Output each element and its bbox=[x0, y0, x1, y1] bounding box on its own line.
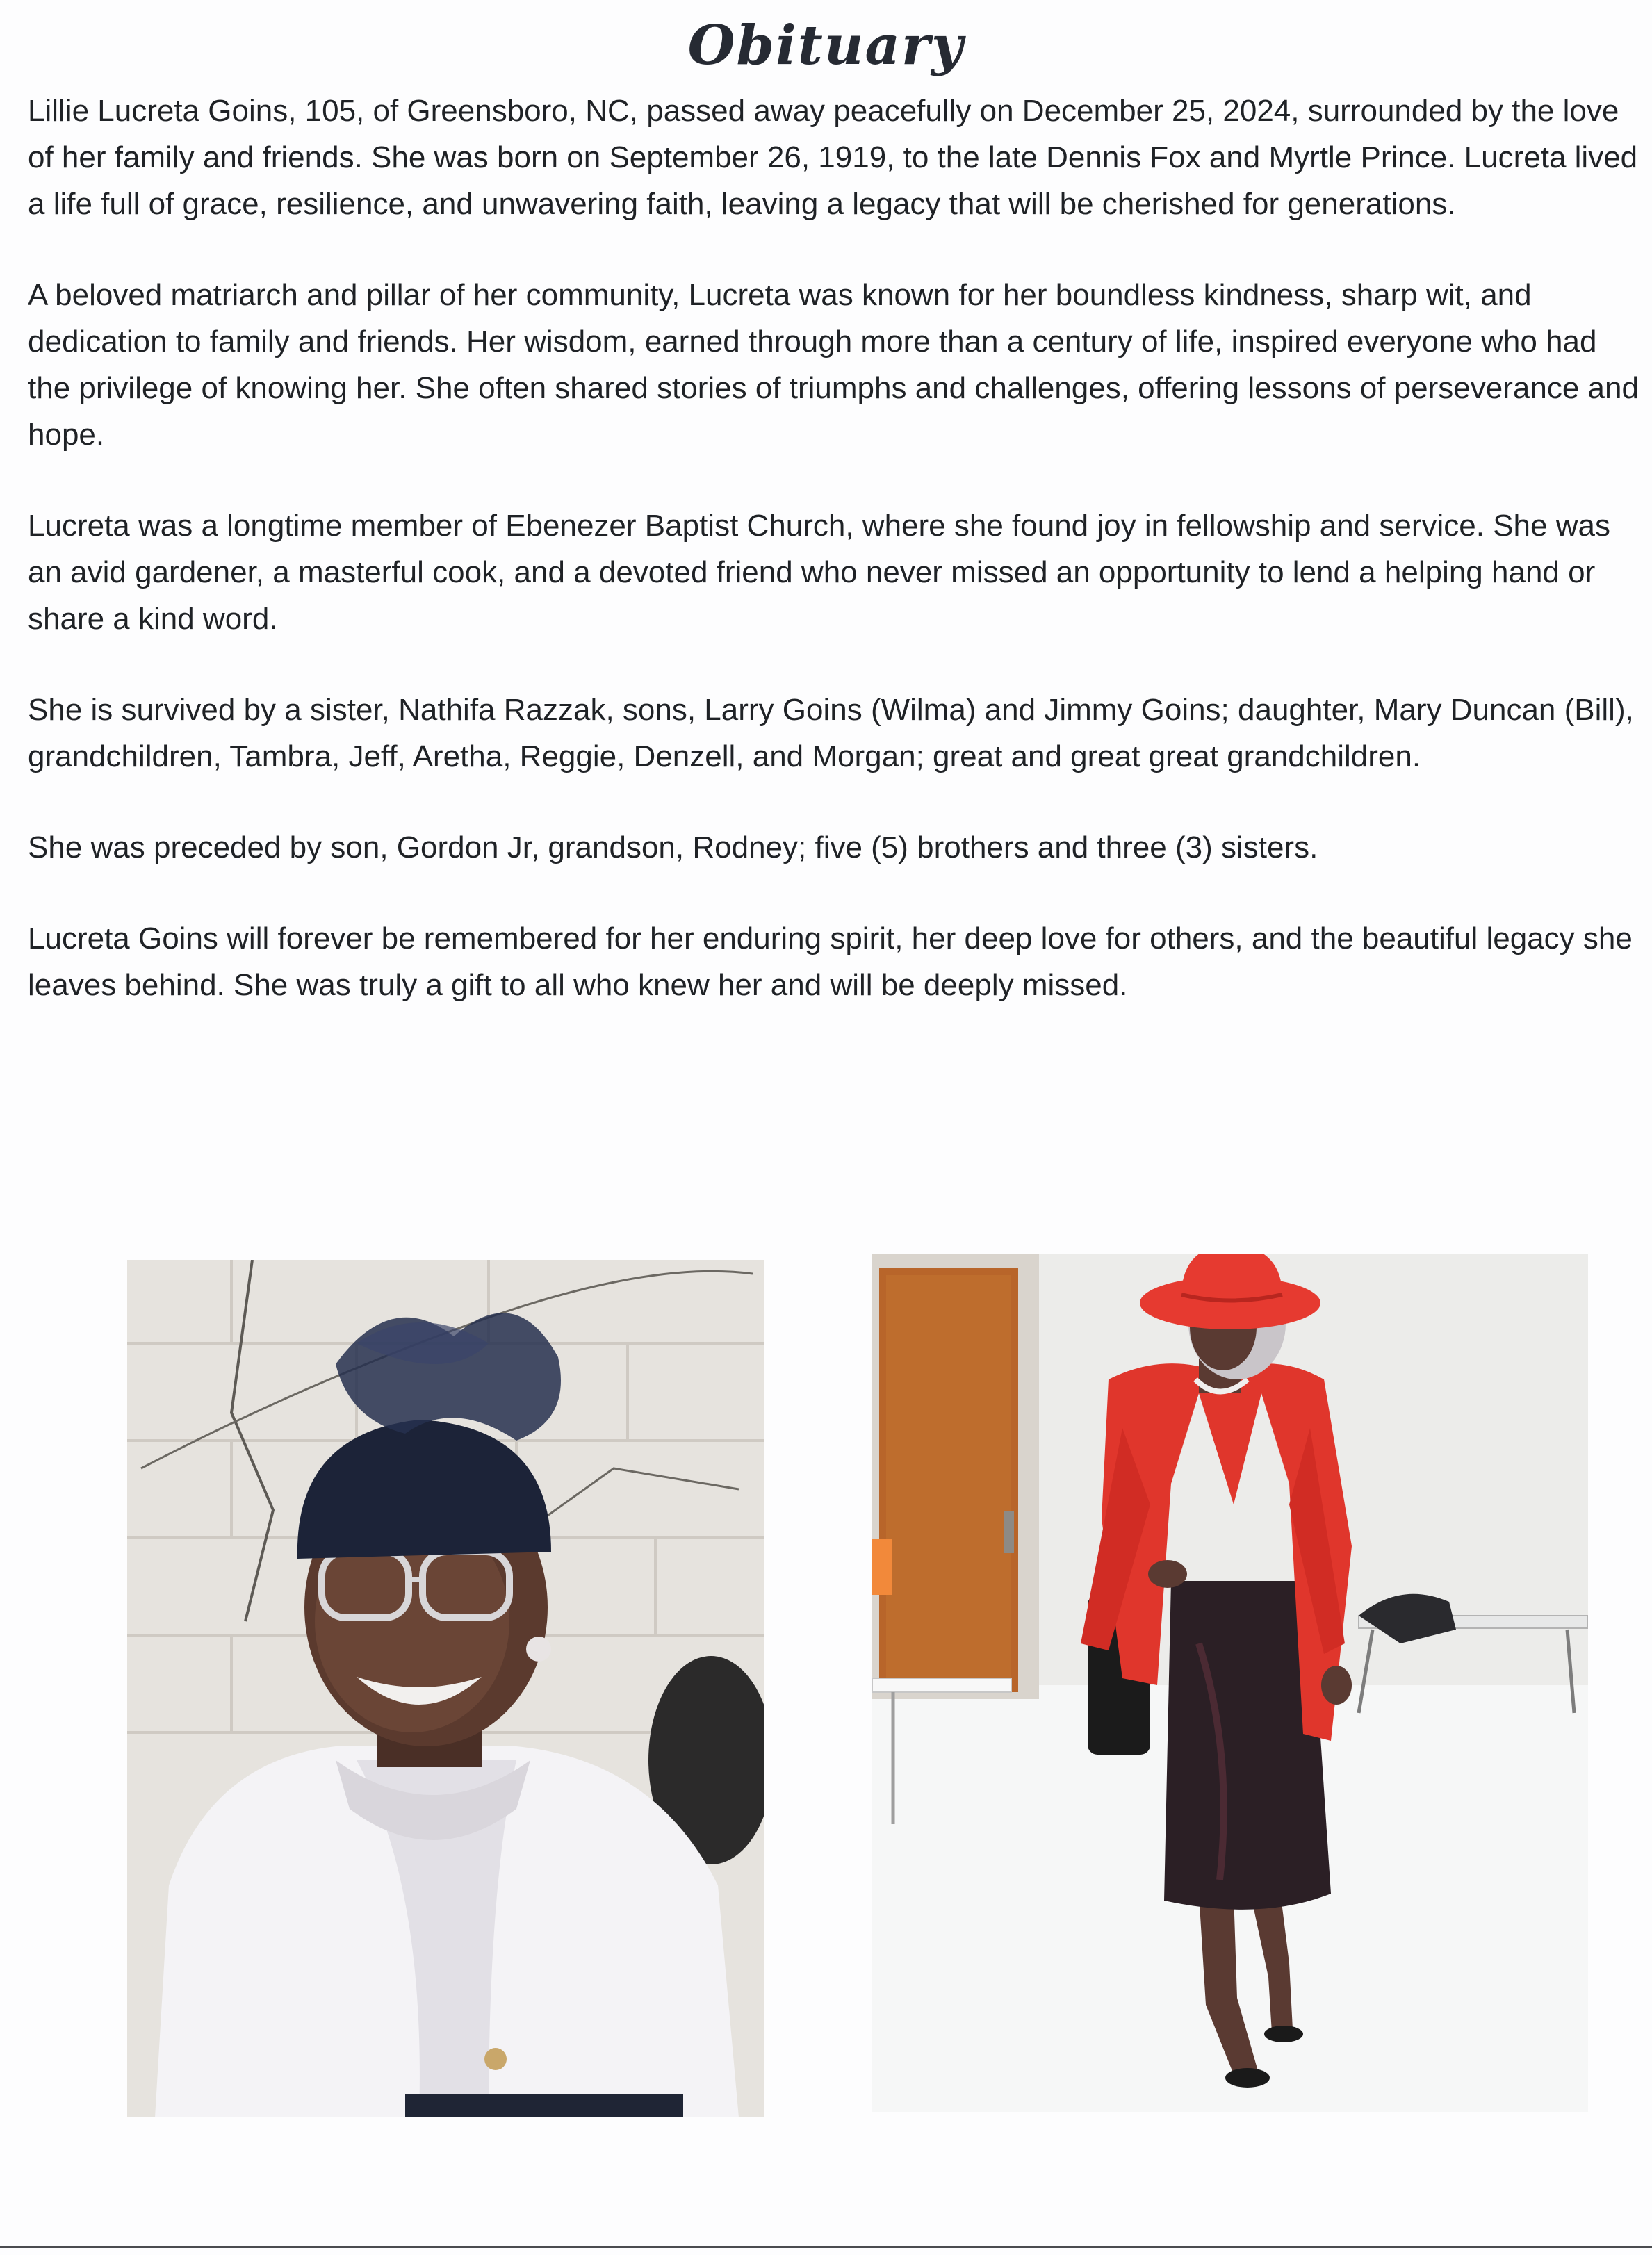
paragraph-character: A beloved matriarch and pillar of her community, Lucreta was known for her boundless kindness, sharp wit, and dedication to family and friends. Her wisdom, earned through more than a century of life, inspired everyone who had the privilege of knowing her. She often shared stories of triumphs and challenges, offering lessons of perseverance and hope. bbox=[28, 278, 1639, 452]
portrait-illustration bbox=[127, 1260, 764, 2117]
paragraph-intro: Lillie Lucreta Goins, 105, of Greensboro, NC, passed away peacefully on December 25, 2024, surrounded by the love of her family and friends. She was born on September 26, 1919, to the late Dennis Fox and Myrtle Prince. Lucreta lived a life full of grace, resilience, and unwavering faith, leaving a legacy that will be cherished for generations. bbox=[28, 94, 1638, 221]
paragraph-church: Lucreta was a longtime member of Ebenezer Baptist Church, where she found joy in fellowship and service. She was an avid gardener, a masterful cook, and a devoted friend who never missed an opportunity to lend a helping hand or share a kind word. bbox=[28, 509, 1610, 636]
photo-red-outfit bbox=[872, 1254, 1588, 2112]
page-title: Obituary bbox=[687, 14, 965, 77]
page-bottom-edge bbox=[0, 2246, 1652, 2248]
paragraph-remembrance: Lucreta Goins will forever be remembered for her enduring spirit, her deep love for others, and the beautiful legacy she leaves behind. She was truly a gift to all who knew her and will be deeply missed. bbox=[28, 921, 1633, 1002]
photo-portrait-navy-hat bbox=[127, 1260, 764, 2117]
paragraph-preceded-by: She was preceded by son, Gordon Jr, grandson, Rodney; five (5) brothers and three (3) sisters. bbox=[28, 830, 1318, 864]
obituary-body bbox=[28, 88, 1647, 1053]
paragraph-survived-by: She is survived by a sister, Nathifa Razzak, sons, Larry Goins (Wilma) and Jimmy Goins; daughter, Mary Duncan (Bill), grandchildren, Tambra, Jeff, Aretha, Reggie, Denzell, and Morgan; great and great great grandchildren. bbox=[28, 693, 1634, 773]
red-outfit-illustration bbox=[872, 1254, 1588, 2112]
